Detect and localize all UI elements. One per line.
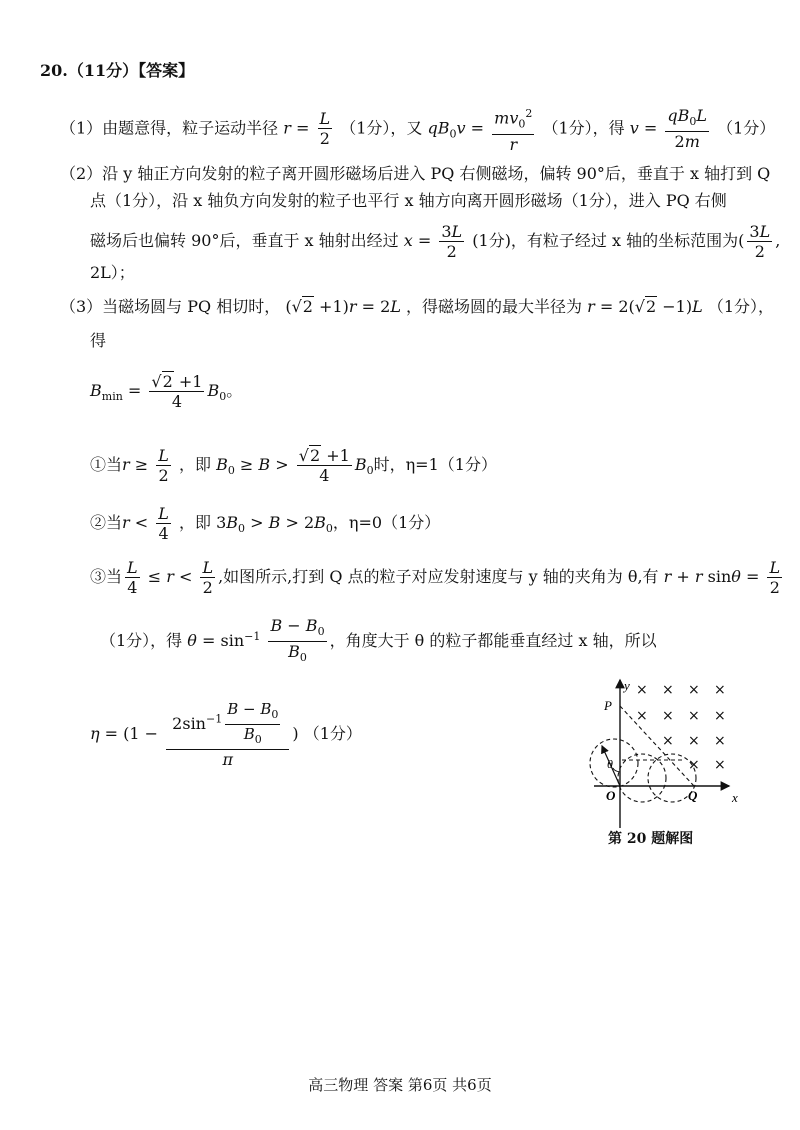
fraction-L-over-2-case1: $\frac{L}{2}$ — [158, 446, 169, 485]
case1-line: ①当r ≥ $\frac{L}{2}$ ，即 $B_0 \ge B$ > $\frac{√2 +1}{4}$ $B_0$时，η=1（1分） — [90, 446, 497, 485]
field-cross: × — [714, 708, 726, 724]
field-cross: × — [714, 733, 726, 749]
part2-line2-text: 点（1分），沿 x 轴负方向发射的粒子也平行 x 轴方向离开圆形磁场（1分），进入 PQ 右侧 — [90, 191, 727, 210]
field-cross: × — [688, 733, 700, 749]
field-cross: × — [636, 682, 648, 698]
part3-line1-mid: ，得磁场圆的最大半径为 — [406, 297, 583, 316]
question-heading — [40, 60, 800, 82]
case1-prefix: ①当 — [90, 455, 123, 474]
field-cross: × — [688, 757, 700, 773]
part2-line2 — [90, 190, 800, 212]
part3-line1-prefix: （3）当磁场圆与 PQ 相切时， — [60, 297, 281, 316]
part1-score-c: （1分） — [717, 118, 776, 138]
field-cross: × — [688, 682, 700, 698]
part2-line4-text: 2L）； — [90, 263, 135, 282]
bmin-formula: $B_{min}$ = $\frac{√2 +1}{4}$ $B_0$。 — [90, 372, 243, 411]
part3-line2 — [90, 330, 800, 352]
fraction-eta: $2\sin^{-1}$ $\frac{B - B_0}{B_0}$ π — [166, 700, 289, 769]
fraction-L-over-2-case3: $\frac{L}{2}$ — [202, 558, 214, 597]
part1-score-a: （1分） — [340, 118, 391, 138]
part1-line: （1）由题意得，粒子运动半径 r = $\frac{L}{2}$ （1分），又 $qB_0v$ = $\frac{mv_0^2}{r}$ （1分），得 v = $\frac{qB_0L}{2m}$ （1分） — [60, 104, 800, 154]
fraction-sqrt2plus1-over-4: $\frac{√2 +1}{4}$ — [151, 372, 203, 411]
fraction-3L-over-2-b: $\frac{3L}{2}$ — [749, 222, 771, 261]
part3-line1-end: （1分）， — [707, 297, 775, 316]
part1-prefix: （1）由题意得，粒子运动半径 — [60, 118, 279, 138]
part1-mid: ，又 — [390, 118, 423, 138]
part2-line1 — [60, 163, 800, 185]
fraction-B-minus-B0-over-B0: $\frac{B - B_0}{B_0}$ — [270, 616, 325, 665]
case3-line: ③当 $\frac{L}{4}$ ≤ r < $\frac{L}{2}$ ,如图所示,打到 Q 点的粒子对应发射速度与 y 轴的夹角为 θ,有 r + r sinθ = $\frac{L}{2}$ — [90, 558, 781, 597]
fraction-qB0L-over-2m: $\frac{qB_0L}{2m}$ — [667, 106, 708, 152]
theta-end: ，角度大于 θ 的粒子都能垂直经过 x 轴，所以 — [329, 631, 657, 651]
case2-prefix: ②当 — [90, 513, 123, 532]
fraction-L-over-4-case2: $\frac{L}{4}$ — [158, 504, 169, 543]
eta-score: （1分） — [303, 724, 362, 743]
theta-line: （1分），得 $\theta = \sin^{-1}$ $\frac{B - B_0}{B_0}$ ，角度大于 θ 的粒子都能垂直经过 x 轴，所以 — [100, 616, 800, 667]
solution-figure — [584, 668, 754, 838]
label-y: y — [624, 678, 630, 693]
eta-formula: η = (1 − $2\sin^{-1}$ $\frac{B - B_0}{B_0}$ π ) （1分） — [90, 700, 362, 769]
fraction-mv2-over-r: $\frac{mv_0^2}{r}$ — [492, 104, 534, 154]
field-cross: × — [714, 757, 726, 773]
magnetic-circle-middle — [618, 754, 666, 802]
question-heading-text: 20.（11分）【答案】 — [40, 61, 195, 80]
part3-line1: （3）当磁场圆与 PQ 相切时， (√2 +1)r = 2L ，得磁场圆的最大半径为 r = 2(√2 −1)L （1分）， — [60, 297, 775, 316]
label-theta: θ — [607, 757, 613, 771]
part2-line4 — [90, 262, 800, 284]
part3-line2-text: 得 — [90, 331, 107, 350]
label-q: Q — [688, 788, 698, 803]
field-cross: × — [662, 733, 674, 749]
field-crosses — [636, 682, 726, 773]
fraction-L-over-4-case3: $\frac{L}{4}$ — [127, 558, 138, 597]
case3-mid: ,如图所示,打到 Q 点的粒子对应发射速度与 y 轴的夹角为 θ,有 — [218, 567, 659, 586]
part2-line3-mid: (1分)，有粒子经过 x 轴的坐标范围为( — [472, 231, 745, 250]
boundary-pq — [620, 706, 694, 786]
field-cross: × — [714, 682, 726, 698]
field-cross: × — [662, 708, 674, 724]
fraction-sqrt2plus1-over-4-case1: $\frac{√2 +1}{4}$ — [298, 446, 350, 485]
case2-mid: ，即 — [178, 513, 211, 532]
part2-line1-text: （2）沿 y 轴正方向发射的粒子离开圆形磁场后进入 PQ 右侧磁场，偏转 90°后，垂直于 x 轴打到 Q — [60, 164, 771, 183]
case1-end: 时，η=1（1分） — [373, 455, 497, 474]
part2-line3: 磁场后也偏转 90°后，垂直于 x 轴射出经过 x = $\frac{3L}{2}$ (1分)，有粒子经过 x 轴的坐标范围为( $\frac{3L}{2}$ , — [90, 222, 781, 261]
label-o: O — [606, 788, 616, 803]
part1-end: ，得 — [592, 118, 625, 138]
case1-mid: ，即 — [178, 455, 211, 474]
part2-line3-prefix: 磁场后也偏转 90°后，垂直于 x 轴射出经过 — [90, 231, 399, 250]
figure-caption: 第 20 题解图 — [608, 831, 694, 847]
field-cross: × — [688, 708, 700, 724]
field-cross: × — [636, 708, 648, 724]
label-p: P — [604, 698, 612, 713]
case2-line: ②当r < $\frac{L}{4}$ ，即 $3B_0 > B > 2B_0$，η=0（1分） — [90, 504, 441, 543]
page-footer: 高三物理 答案 第6页 共6页 — [308, 1076, 492, 1094]
theta-prefix: （1分），得 — [100, 631, 183, 651]
part1-score-b: （1分） — [542, 118, 593, 138]
fraction-3L-over-2-a: $\frac{3L}{2}$ — [441, 222, 463, 261]
case2-end: ，η=0（1分） — [332, 513, 441, 532]
field-cross: × — [662, 682, 674, 698]
case3-prefix: ③当 — [90, 567, 123, 586]
magnetic-circle-left — [590, 739, 638, 787]
label-x: x — [732, 790, 738, 805]
fraction-L-over-2-theta: $\frac{L}{2}$ — [769, 558, 781, 597]
fraction-L-over-2: $\frac{L}{2}$ — [319, 109, 331, 149]
